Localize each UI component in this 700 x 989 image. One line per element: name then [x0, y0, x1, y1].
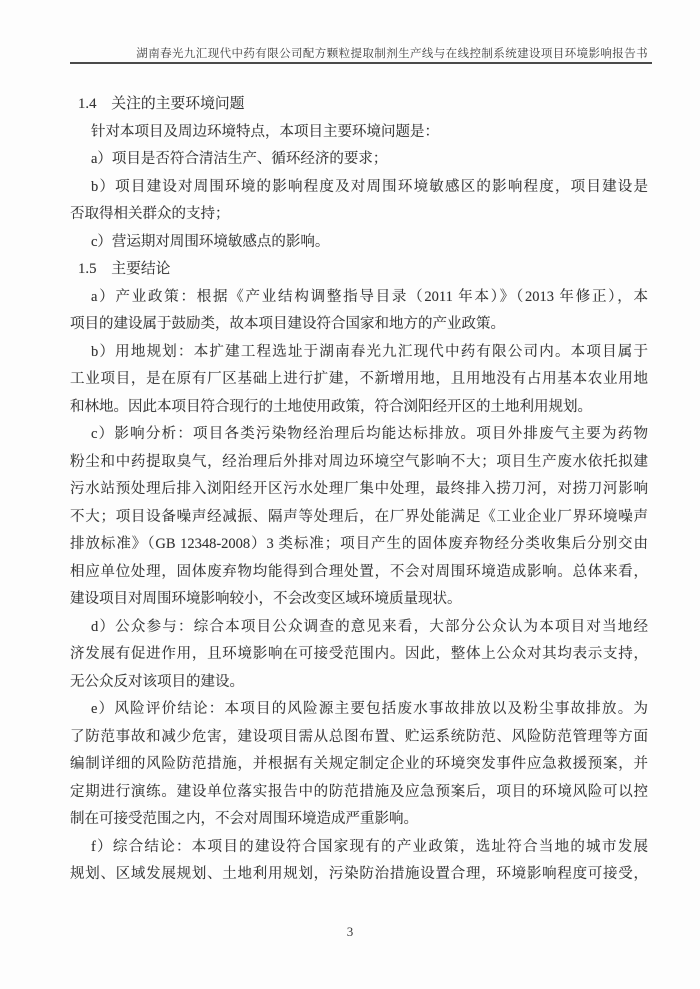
text-line: e）风险评价结论：本项目的风险源主要包括废水事故排放以及粉尘事故排放。为 [91, 701, 648, 717]
page-footer [0, 924, 700, 940]
text-line: 建设项目对周围环境影响较小，不会改变区域环境质量现状。 [70, 591, 462, 607]
text-line: 规划、区域发展规划、土地利用规划，污染防治措施设置合理，环境影响程度可接受， [70, 866, 648, 882]
text-line: b）用地规划：本扩建工程选址于湖南春光九汇现代中药有限公司内。本项目属于 [91, 343, 648, 360]
text-line: f）综合结论：本项目的建设符合国家现有的产业政策，选址符合当地的城市发展 [91, 838, 648, 855]
section-heading-1-4: 1.4 关注的主要环境问题 [78, 96, 245, 112]
text-line: a）产业政策：根据《产业结构调整指导目录（2011 年本）》（2013 年修正），本 [91, 288, 648, 305]
text-line: 济发展有促进作用，且环境影响在可接受范围内。因此，整体上公众对其均表示支持， [70, 646, 648, 662]
text-line: 无公众反对该项目的建设。 [70, 673, 244, 690]
text-line: 相应单位处理，固体废弃物均能得到合理处置，不会对周围环境造成影响。总体来看， [70, 563, 648, 580]
text-line: a）项目是否符合清洁生产、循环经济的要求； [91, 151, 388, 167]
text-line: b）项目建设对周围环境的影响程度及对周围环境敏感区的影响程度，项目建设是 [91, 178, 648, 195]
text-line: 定期进行演练。建设单位落实报告中的防范措施及应急预案后，项目的环境风险可以控 [70, 783, 648, 800]
header-rule [70, 62, 652, 64]
text-line: 不大；项目设备噪声经减振、隔声等处理后，在厂界处能满足《工业企业厂界环境噪声 [70, 508, 648, 525]
text-line: 编制详细的风险防范措施，并根据有关规定制定企业的环境突发事件应急救援预案，并 [70, 756, 648, 772]
text-line: 排放标准》（GB 12348-2008）3 类标准；项目产生的固体废弃物经分类收集后分别交由 [70, 536, 648, 552]
text-line: 项目的建设属于鼓励类，故本项目建设符合国家和地方的产业政策。 [70, 316, 505, 332]
text-line: 污水站预处理后排入浏阳经开区污水处理厂集中处理，最终排入捞刀河，对捞刀河影响 [70, 481, 648, 497]
text-line: 了防范事故和减少危害，建设项目需从总图布置、贮运系统防范、风险防范管理等方面 [70, 728, 648, 745]
text-line: 制在可接受范围之内，不会对周围环境造成严重影响。 [70, 811, 418, 827]
text-line: c）营运期对周围环境敏感点的影响。 [91, 233, 330, 250]
text-line: 粉尘和中药提取臭气，经治理后外排对周边环境空气影响不大；项目生产废水依托拟建 [70, 453, 648, 470]
running-header-title: 湖南春光九汇现代中药有限公司配方颗粒提取制剂生产线与在线控制系统建设项目环境影响报告书 [136, 48, 648, 60]
document-body [70, 91, 648, 889]
text-line: c）影响分析：项目各类污染物经治理后均能达标排放。项目外排废气主要为药物 [91, 426, 648, 442]
text-line: d）公众参与：综合本项目公众调查的意见来看，大部分公众认为本项目对当地经 [91, 618, 648, 635]
text-line: 和林地。因此本项目符合现行的土地使用政策，符合浏阳经开区的土地利用规划。 [70, 398, 592, 415]
page-number: 3 [346, 924, 354, 939]
section-heading-1-5: 1.5 主要结论 [78, 261, 171, 277]
text-line: 针对本项目及周边环境特点，本项目主要环境问题是： [91, 123, 439, 140]
text-line: 工业项目，是在原有厂区基础上进行扩建，不新增用地，且用地没有占用基本农业用地 [70, 371, 648, 387]
text-line: 否取得相关群众的支持； [70, 206, 230, 222]
